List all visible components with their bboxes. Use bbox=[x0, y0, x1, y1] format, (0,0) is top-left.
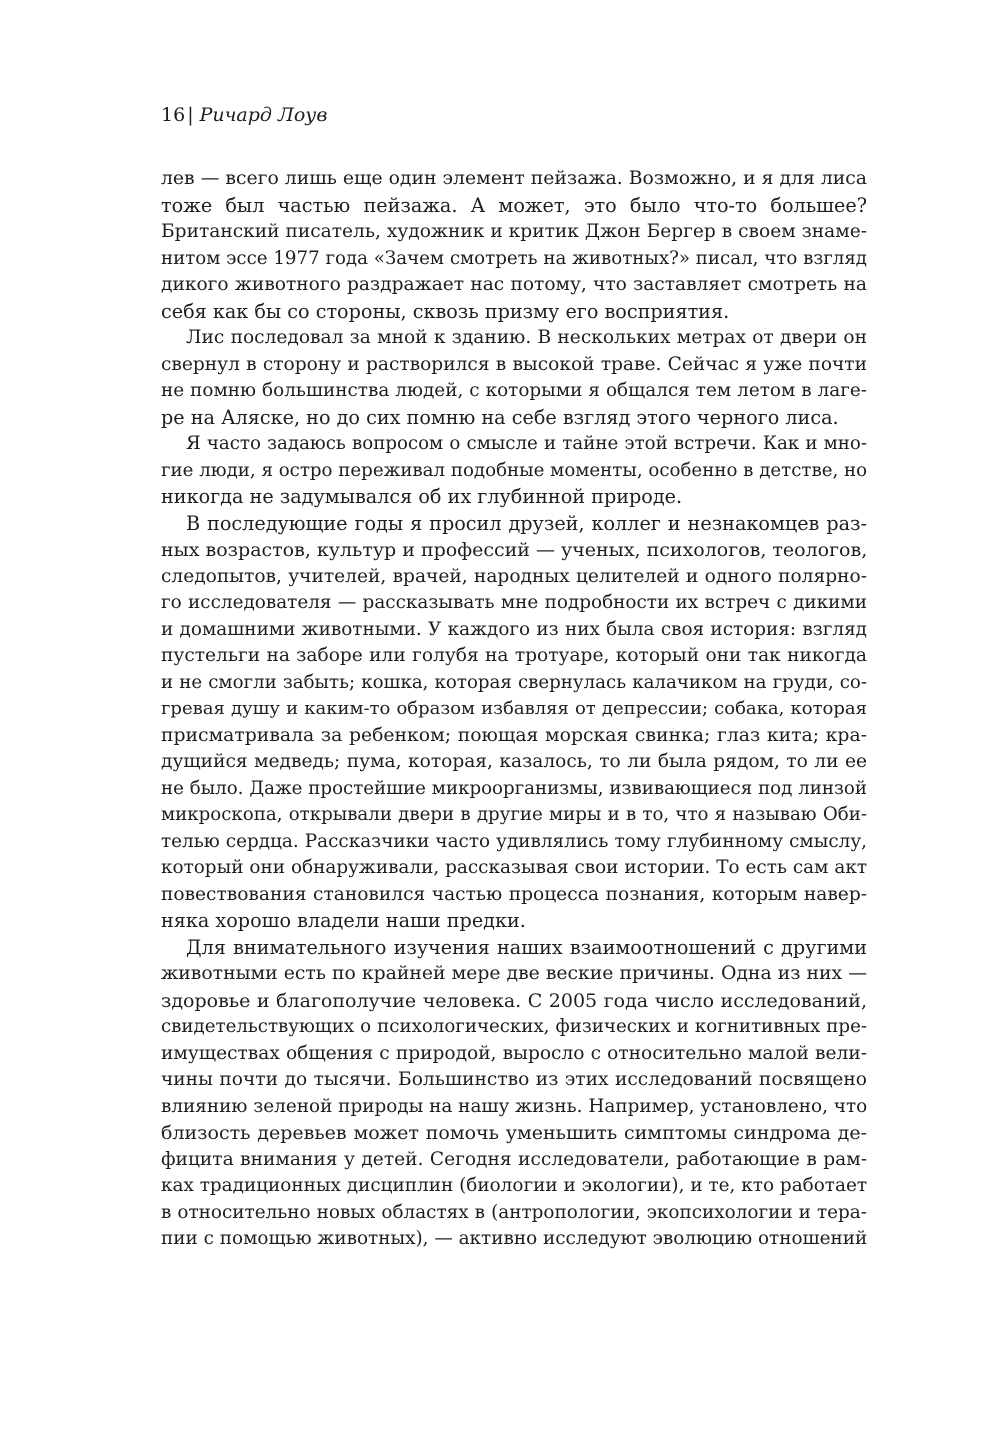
text-line: свидетельствующих о психологических, физических и когнитивных пре- bbox=[161, 1016, 867, 1037]
text-line: дикого животного раздражает нас потому, что заставляет смотреть на bbox=[161, 274, 867, 295]
text-line: гие люди, я остро переживал подобные моменты, особенно в детстве, но bbox=[161, 459, 868, 481]
text-line: в относительно новых областях в (антропологии, экопсихологии и тера- bbox=[161, 1201, 867, 1223]
text-line: себя как бы со стороны, сквозь призму его восприятия. bbox=[161, 299, 730, 323]
text-line: влиянию зеленой природы на нашу жизнь. Например, установлено, что bbox=[161, 1095, 868, 1117]
text-line: имуществах общения с природой, выросло с относительно малой вели- bbox=[161, 1042, 867, 1064]
paragraph bbox=[161, 511, 867, 935]
text-line: ных возрастов, культур и профессий — ученых, психологов, теологов, bbox=[161, 539, 868, 561]
text-line: Лис последовал за мной к зданию. В нескольких метрах от двери он bbox=[186, 327, 867, 348]
paragraph bbox=[161, 166, 867, 325]
text-line: животными есть по крайней мере две веские причины. Одна из них — bbox=[161, 963, 867, 984]
running-header-author: Ричард Лоув bbox=[199, 104, 328, 126]
text-line: не помню большинства людей, с которыми я общался тем летом в лаге- bbox=[161, 380, 867, 401]
text-line: следопытов, учителей, врачей, народных целителей и одного полярно- bbox=[161, 565, 867, 587]
text-line: присматривала за ребенком; поющая морская свинка; глаз кита; кра- bbox=[161, 724, 867, 746]
text-line: чины почти до тысячи. Большинство из этих исследований посвящено bbox=[161, 1069, 867, 1090]
text-line: пустельги на заборе или голубя на тротуаре, который они так никогда bbox=[161, 645, 867, 666]
paragraph bbox=[161, 935, 867, 1253]
running-header bbox=[161, 103, 327, 127]
text-line: Для внимательного изучения наших взаимоотношений с другими bbox=[186, 935, 867, 959]
text-line: нитом эссе 1977 года «Зачем смотреть на животных?» писал, что взгляд bbox=[161, 247, 867, 269]
paragraph bbox=[161, 325, 867, 431]
text-line: не было. Даже простейшие микроорганизмы, извивающиеся под линзой bbox=[161, 777, 867, 799]
text-line: и не смогли забыть; кошка, которая свернулась калачиком на груди, со- bbox=[161, 671, 867, 693]
text-line: и домашними животными. У каждого из них была своя история: взгляд bbox=[161, 618, 867, 640]
body-text bbox=[161, 166, 867, 1253]
text-line: дущийся медведь; пума, которая, казалось, то ли была рядом, то ли ее bbox=[161, 751, 867, 772]
text-line: здоровье и благополучие человека. С 2005 года число исследований, bbox=[161, 989, 867, 1012]
text-line: ре на Аляске, но до сих помню на себе взгляд этого черного лиса. bbox=[161, 405, 839, 429]
header-separator: | bbox=[187, 104, 194, 126]
text-line: ках традиционных дисциплин (биологии и экологии), и те, кто работает bbox=[161, 1175, 867, 1196]
page-number: 16 bbox=[161, 104, 186, 126]
text-line: микроскопа, открывали двери в другие миры и в то, что я называю Оби- bbox=[161, 804, 867, 825]
text-line: Британский писатель, художник и критик Джон Бергер в своем знаме- bbox=[161, 221, 867, 242]
text-line: фицита внимания у детей. Сегодня исследователи, работающие в рам- bbox=[161, 1148, 867, 1170]
text-line: тоже был частью пейзажа. А может, это было что-то большее? bbox=[161, 193, 867, 217]
text-line: лев — всего лишь еще один элемент пейзажа. Возможно, и я для лиса bbox=[161, 168, 867, 189]
text-line: близость деревьев может помочь уменьшить симптомы синдрома де- bbox=[161, 1122, 867, 1144]
text-line: го исследователя — рассказывать мне подробности их встреч с дикими bbox=[161, 592, 867, 613]
text-line: гревая душу и каким-то образом избавляя от депрессии; собака, которая bbox=[161, 698, 867, 719]
text-line: телью сердца. Рассказчики часто удивлялись тому глубинному смыслу, bbox=[161, 830, 867, 852]
text-line: Я часто задаюсь вопросом о смысле и тайне этой встречи. Как и мно- bbox=[186, 433, 867, 454]
text-line: В последующие годы я просил друзей, коллег и незнакомцев раз- bbox=[186, 511, 867, 535]
text-line: повествования становился частью процесса познания, которым навер- bbox=[161, 883, 867, 905]
text-line: свернул в сторону и растворился в высокой траве. Сейчас я уже почти bbox=[161, 353, 867, 375]
text-line: няка хорошо владели наши предки. bbox=[161, 909, 526, 932]
paragraph bbox=[161, 431, 867, 511]
text-line: который они обнаруживали, рассказывая свои истории. То есть сам акт bbox=[161, 857, 867, 878]
text-line: никогда не задумывался об их глубинной природе. bbox=[161, 485, 683, 508]
text-line: пии с помощью животных), — активно исследуют эволюцию отношений bbox=[161, 1228, 868, 1249]
